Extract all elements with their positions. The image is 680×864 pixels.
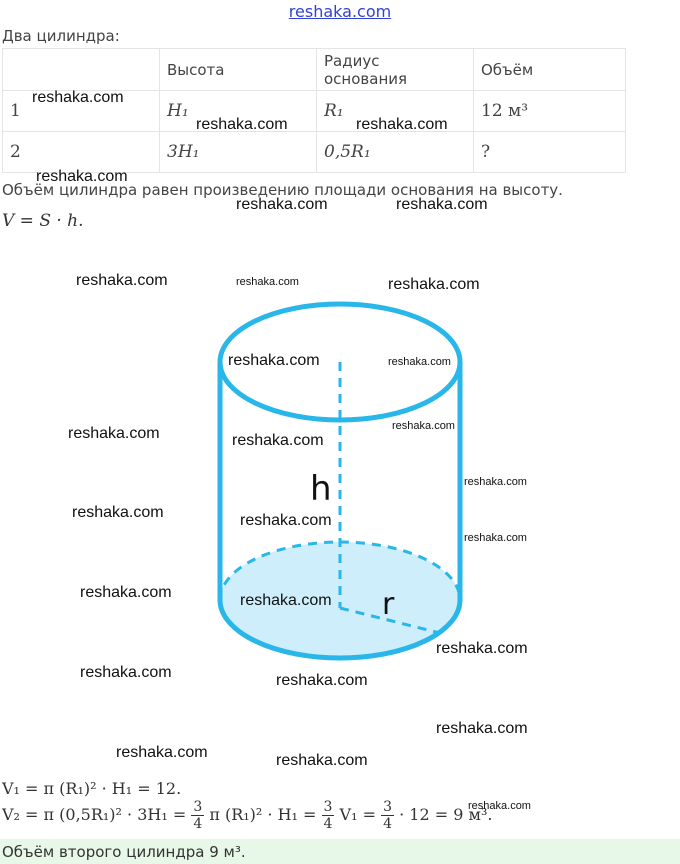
table-header-cell: Объём [474,49,626,91]
watermark: reshaka.com [196,116,288,133]
fraction-numerator: 3 [383,799,393,815]
fraction-denominator: 4 [193,816,203,832]
table-cell: 2 [3,132,160,173]
watermark: reshaka.com [436,720,528,737]
watermark: reshaka.com [464,532,527,544]
fraction [381,800,394,831]
calc-line-2-part: V₂ = π (0,5R₁)² · 3H₁ = [2,805,187,824]
watermark: reshaka.com [68,425,160,442]
calc-line-2-part: · 12 = 9 м³. [399,805,493,824]
calc-line-2-part: π (R₁)² · H₁ = [209,805,317,824]
watermark: reshaka.com [392,420,455,432]
table-cell: 0,5R₁ [317,132,474,173]
table-cell: 12 м³ [474,91,626,132]
table-header-cell: Радиус основания [317,49,474,91]
watermark: reshaka.com [80,584,172,601]
watermark: reshaka.com [276,752,368,769]
watermark: reshaka.com [116,744,208,761]
cylinders-table [2,48,626,173]
fraction [322,800,335,831]
watermark: reshaka.com [228,352,320,369]
table-cell: H₁ [160,91,317,132]
calc-line-1 [2,779,181,798]
table-cell: 3H₁ [160,132,317,173]
table-cell: R₁ [317,91,474,132]
watermark: reshaka.com [236,196,328,213]
watermark: reshaka.com [468,800,531,812]
watermark: reshaka.com [232,432,324,449]
intro-text: Два цилиндра: [2,27,120,45]
watermark: reshaka.com [76,272,168,289]
watermark: reshaka.com [32,89,124,106]
answer-text: Объём второго цилиндра 9 м³. [2,843,246,861]
table-cell: ? [474,132,626,173]
radius-label: r [382,587,395,622]
fraction-denominator: 4 [383,816,393,832]
watermark: reshaka.com [240,592,332,609]
watermark: reshaka.com [436,640,528,657]
site-link[interactable]: reshaka.com [288,2,392,21]
calc-line-2-part: V₁ = [339,805,377,824]
watermark: reshaka.com [388,276,480,293]
height-label: h [310,469,332,509]
fraction-denominator: 4 [323,816,333,832]
volume-formula: V = S · h. [2,211,84,231]
watermark: reshaka.com [72,504,164,521]
explanation-text: Объём цилиндра равен произведению площади основания на высоту. [2,181,563,199]
answer-box [0,839,680,864]
calc-line-1-text: V₁ = π (R₁)² · H₁ = 12. [2,779,182,798]
watermark: reshaka.com [388,356,451,368]
watermark: reshaka.com [276,672,368,689]
fraction-numerator: 3 [323,799,333,815]
table-header-row [3,49,626,91]
watermark: reshaka.com [36,168,128,185]
watermark: reshaka.com [240,512,332,529]
watermark: reshaka.com [356,116,448,133]
watermark: reshaka.com [464,476,527,488]
table-cell: 1 [3,91,160,132]
calc-line-2 [2,800,492,831]
watermark: reshaka.com [396,196,488,213]
fraction-numerator: 3 [193,799,203,815]
table-header-cell [3,49,160,91]
watermark: reshaka.com [236,276,299,288]
fraction [191,800,204,831]
table-row [3,132,626,173]
watermark: reshaka.com [80,664,172,681]
table-header-cell: Высота [160,49,317,91]
